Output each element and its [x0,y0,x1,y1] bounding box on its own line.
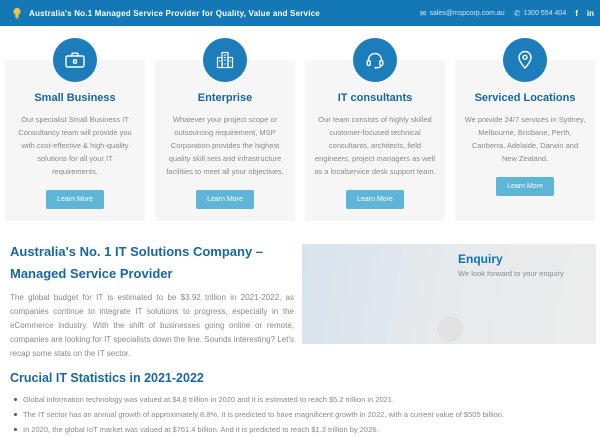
intro-heading: Australia's No. 1 IT Solutions Company – Managed Service Provider [10,244,264,281]
service-description: Our specialist Small Business IT Consultancy team will provide you with cost-effective & high-quality solutions for all your IT requirements. [18,115,132,176]
lightbulb-icon [12,7,22,20]
stats-section [10,371,596,437]
service-card-it-consultants [305,38,445,221]
headset-icon [353,38,397,82]
service-card-serviced-locations [455,38,595,221]
stats-item: The IT sector has an annual growth of approximately 8.8%. It is predicted to have magnificent growth in 2022, with a current value of $505 billion. [10,407,596,422]
topbar [0,0,600,26]
location-pin-icon [503,38,547,82]
email-link[interactable] [420,9,505,18]
stats-item: Global information technology was valued at $4.8 trillion in 2020 and it is estimated to reach $5.2 trillion in 2021. [10,392,596,407]
service-card-body [455,60,595,221]
phone-text: 1300 554 404 [523,9,567,17]
facebook-icon[interactable]: f [575,8,578,18]
service-title: IT consultants [337,92,413,104]
intro-paragraph: The global budget for IT is estimated to be $3.92 trillion in 2021-2022, as companies continue to integrate IT solutions to progress, especially in the eCommerce industry. With the shift of businesses going online or remote, companies are looking for IT specialists down the line. Sounds interesting? Let's recap some stats on the IT sector. [10,293,294,358]
stats-list [10,392,596,437]
building-icon [203,38,247,82]
service-description: Our team consists of highly skilled customer-focused technical consultants, architects, field engineers, project managers as well as a localservice desk support team. [314,115,436,176]
enquiry-panel [302,244,596,344]
email-text: sales@mspcorp.com.au [429,9,505,17]
service-title: Serviced Locations [474,92,576,104]
stats-item: In 2020, the global IoT market was valued at $761.4 billion. And it is predicted to reach $1.3 trillion by 2026. [10,422,596,437]
linkedin-icon[interactable]: in [586,8,594,18]
stats-heading: Crucial IT Statistics in 2021-2022 [10,371,204,385]
phone-icon: ✆ [513,8,521,18]
service-title: Enterprise [197,92,253,104]
envelope-icon: ✉ [419,8,427,18]
learn-more-button-small-business[interactable]: Learn More [46,190,104,209]
learn-more-button-it-consultants[interactable]: Learn More [346,190,404,209]
service-card-small-business [5,38,145,221]
phone-link[interactable] [514,9,567,18]
briefcase-icon [53,38,97,82]
topbar-tagline: Australia's No.1 Managed Service Provider for Quality, Value and Service [29,8,320,18]
service-card-body [155,60,295,221]
learn-more-button-serviced-locations[interactable]: Learn More [496,177,554,196]
intro-section [10,241,302,361]
services-section [0,26,600,221]
decorative-circle [437,316,463,342]
enquiry-heading: Enquiry [458,252,503,266]
service-card-body [305,60,445,221]
service-title: Small Business [34,92,116,104]
main-content [0,221,600,437]
service-card-enterprise [155,38,295,221]
service-description: Whatever your project scope or outsourcing requirement, MSP Corporation provides the highest quality skill sets and infrastructure facilities to meet all your objectives. [166,115,284,176]
service-card-body [5,60,145,221]
enquiry-subtext: We look forward to your enquiry [458,269,564,278]
service-description: We provide 24/7 services in Sydney, Melbourne, Brisbane, Perth, Canberra, Adelaide, Darwin and New Zealand. [464,115,586,163]
learn-more-button-enterprise[interactable]: Learn More [196,190,254,209]
